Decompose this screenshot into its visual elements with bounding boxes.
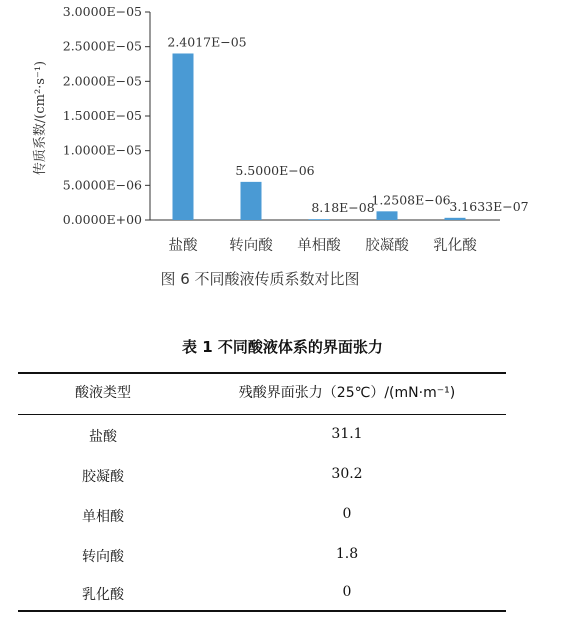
row-acid-name: 胶凝酸: [82, 469, 124, 485]
x-tick-label: 胶凝酸: [365, 238, 409, 254]
y-tick-label: 2.5000E−05: [62, 38, 142, 54]
y-tick-label: 1.0000E−05: [62, 142, 142, 158]
bar-chart: [0, 0, 565, 265]
row-tension-value: 0: [342, 584, 352, 600]
bar-单相酸: [309, 219, 330, 220]
table-top-rule: [18, 372, 506, 374]
data-label: 8.18E−08: [311, 200, 375, 216]
y-tick-label: 0.0000E+00: [62, 212, 142, 227]
y-tick-labels: [63, 4, 150, 227]
x-tick-label: 乳化酸: [433, 238, 477, 254]
row-acid-name: 单相酸: [82, 509, 124, 525]
figure-caption: 图 6 不同酸液传质系数对比图: [160, 270, 360, 288]
x-tick-labels: [169, 236, 478, 254]
bar-胶凝酸: [377, 211, 398, 220]
table-row: [18, 426, 506, 464]
table-title: 表 1 不同酸液体系的界面张力: [182, 338, 383, 356]
bar-转向酸: [241, 182, 262, 220]
table-row: [18, 584, 506, 622]
y-tick-label: 5.0000E−06: [62, 177, 142, 193]
bar-盐酸: [173, 53, 194, 220]
data-label: 5.5000E−06: [235, 162, 315, 178]
x-tick-label: 单相酸: [297, 238, 341, 254]
table-row: [18, 546, 506, 584]
row-tension-value: 1.8: [335, 546, 359, 562]
y-axis-label: 传质系数/(cm²·s⁻¹): [33, 60, 48, 176]
data-label: 3.1633E−07: [449, 198, 529, 214]
table-row: [18, 506, 506, 544]
y-tick-label: 2.0000E−05: [62, 73, 142, 89]
row-tension-value: 0: [342, 506, 352, 522]
row-acid-name: 盐酸: [89, 429, 117, 445]
x-tick-label: 转向酸: [229, 238, 273, 254]
table-header-rule: [18, 414, 506, 415]
table-row: [18, 466, 506, 504]
y-tick-label: 1.5000E−05: [62, 108, 142, 123]
x-tick-label: 盐酸: [168, 238, 198, 254]
row-tension-value: 30.2: [331, 466, 363, 482]
bar-乳化酸: [445, 218, 466, 220]
row-acid-name: 乳化酸: [82, 587, 124, 603]
data-labels: [167, 34, 528, 215]
header-acid-type: 酸液类型: [75, 385, 131, 401]
data-label: 1.2508E−06: [371, 192, 451, 208]
y-tick-label: 3.0000E−05: [62, 4, 142, 19]
header-interfacial-tension: 残酸界面张力（25℃）/(mN·m⁻¹): [238, 385, 456, 401]
row-tension-value: 31.1: [331, 426, 363, 442]
table-bottom-rule: [18, 610, 506, 612]
row-acid-name: 转向酸: [82, 549, 124, 565]
data-label: 2.4017E−05: [167, 34, 247, 50]
